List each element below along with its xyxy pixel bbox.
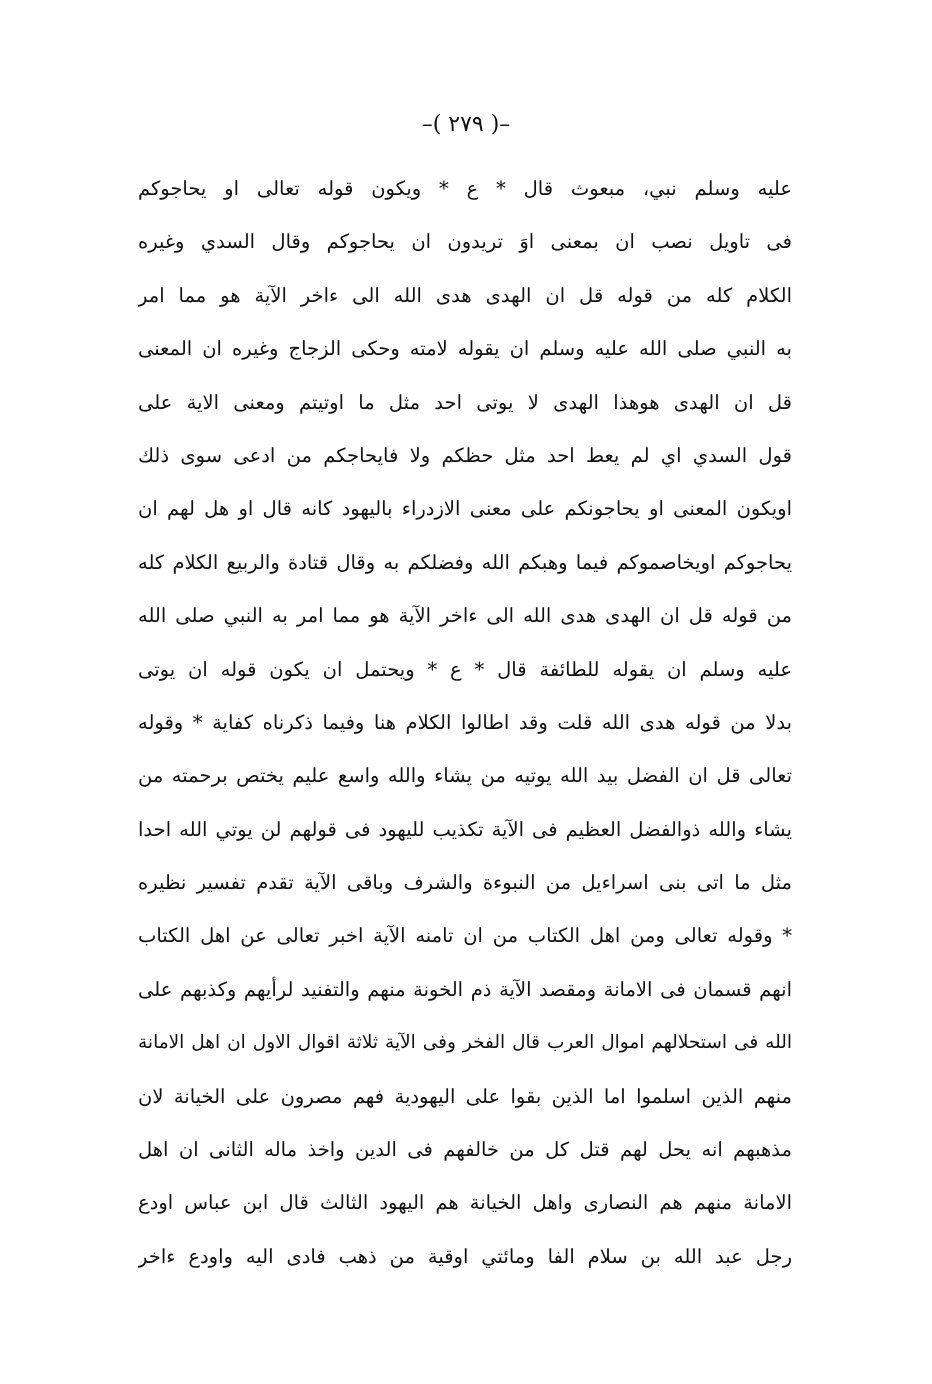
text-line: يحاجوكم اويخاصموكم فيما وهبكم الله وفضلكم به وقال قتادة والربيع الكلام كله	[138, 550, 792, 574]
text-line: بدلا من قوله هدى الله قلت وقد اطالوا الكلام هنا وفيما ذكرناه كفاية * وقوله	[138, 710, 792, 734]
text-line: انهم قسمان فى الامانة ومقصد الآية ذم الخونة منهم والتفنيد لرأيهم وكذبهم على	[138, 977, 792, 1001]
text-line: عليه وسلم ان يقوله للطائفة قال * ع * ويحتمل ان يكون قوله ان يوتى	[138, 657, 792, 681]
text-line: قول السدي اي لم يعط احد مثل حظكم ولا فايحاجكم من ادعى سوى ذلك	[138, 443, 792, 467]
text-line: من قوله قل ان الهدى هدى الله الى ءاخر الآية هو مما امر به النبي صلى الله	[138, 604, 792, 628]
text-line: مثل ما اتى بنى اسراءيل من النبوءة والشرف وباقى الآية تقدم تفسير نظيره	[138, 871, 792, 895]
text-line: رجل عبد الله بن سلام الفا ومائتي اوقية من ذهب فادى اليه واودع ءاخر	[138, 1244, 792, 1268]
text-line: منهم الذين اسلموا اما الذين بقوا على اليهودية فهم مصرون على الخيانة لان	[138, 1084, 792, 1108]
text-line: الله فى استحلالهم اموال العرب قال الفخر وفى الآية ثلاثة اقوال الاول ان اهل الامانة	[138, 1032, 792, 1054]
text-line: فى تاويل نصب ان بمعنى اوَ تريدون ان يحاجوكم وقال السدي وغيره	[138, 230, 792, 254]
body-text	[138, 162, 792, 1283]
page-number: –( ٢٧٩ )–	[421, 112, 511, 137]
text-line: به النبي صلى الله عليه وسلم ان يقوله لامته وحكى الزجاج وغيره ان المعنى	[138, 337, 792, 361]
text-line: عليه وسلم نبي، مبعوث قال * ع * ويكون قوله تعالى او يحاجوكم	[138, 177, 792, 200]
text-line: الامانة منهم هم النصارى واهل الخيانة هم اليهود الثالث قال ابن عباس اودع	[138, 1191, 792, 1215]
text-line: اويكون المعنى او يحاجونكم على معنى الازدراء باليهود كانه قال او هل لهم ان	[138, 497, 792, 521]
text-line: يشاء والله ذوالفضل العظيم فى الآية تكذيب لليهود فى قولهم لن يوتي الله احدا	[138, 817, 792, 841]
text-line: قل ان الهدى هوهذا الهدى لا يوتى احد مثل ما اوتيتم ومعنى الاية على	[138, 390, 792, 414]
text-line: الكلام كله من قوله قل ان الهدى هدى الله الى ءاخر الآية هو مما امر	[138, 283, 792, 307]
text-line: مذهبهم انه يحل لهم قتل كل من خالفهم فى الدين واخذ ماله الثانى ان اهل	[138, 1138, 792, 1162]
text-line: تعالى قل ان الفضل بيد الله يوتيه من يشاء والله واسع عليم يختص برحمته من	[138, 764, 792, 788]
text-line: * وقوله تعالى ومن اهل الكتاب من ان تامنه الآية اخبر تعالى عن اهل الكتاب	[138, 924, 792, 948]
